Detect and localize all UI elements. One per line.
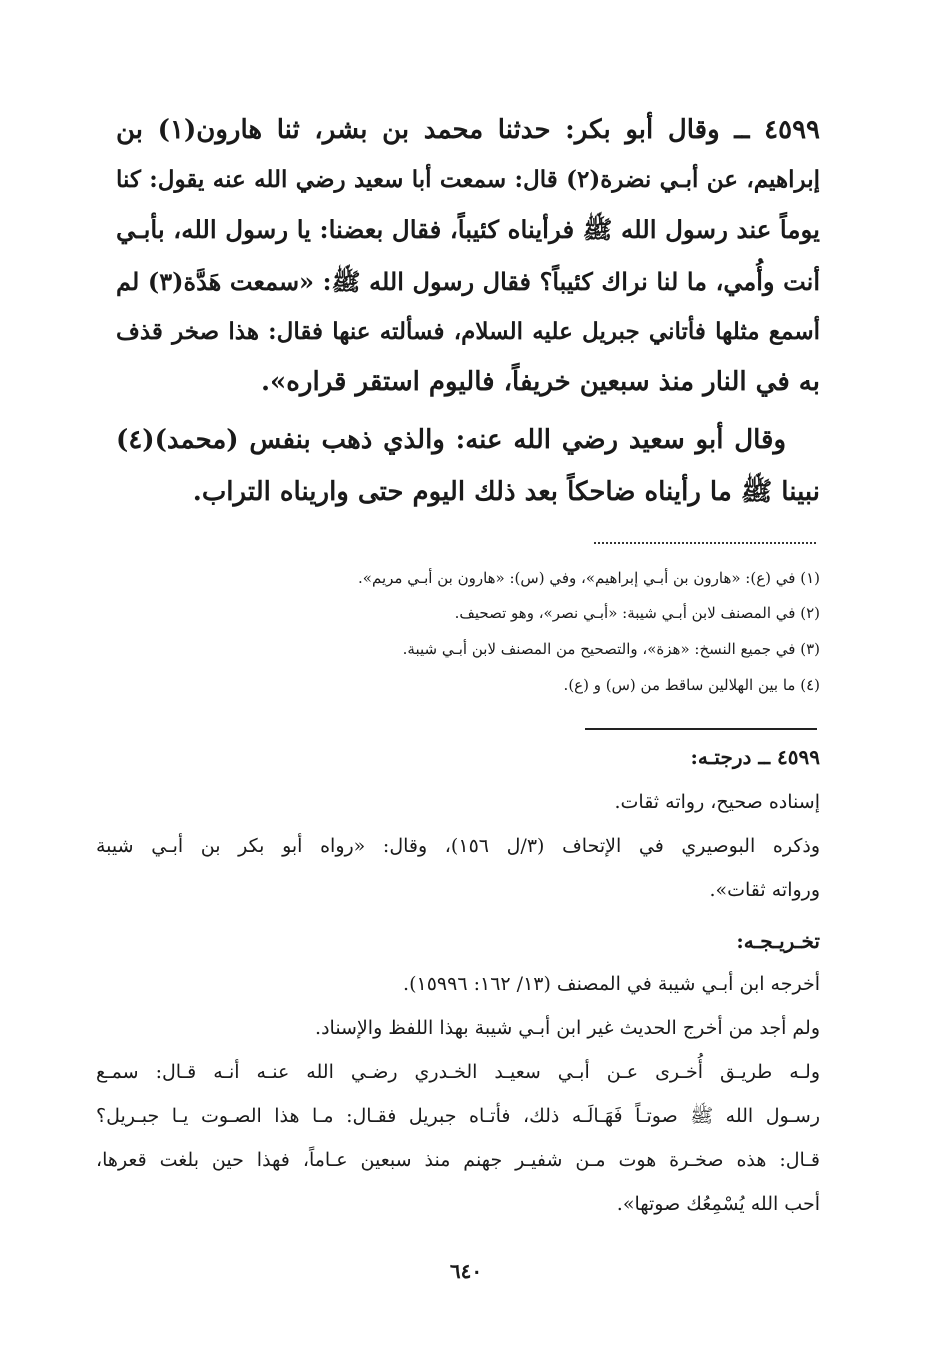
takhrij-heading: تخـريـجـه:: [736, 929, 820, 953]
takhrij-line: ولم أجد من أخرج الحديث غير ابن أبـي شيبة بهذا اللفظ والإسناد.: [315, 1017, 820, 1039]
takhrij-line: قـال: هذه صخـرة هوت مـن شفيـر جهنم منذ سبعين عـاماً، فهذا حين بلغت قعرها،: [96, 1149, 820, 1171]
page-number: ٦٤٠: [449, 1259, 483, 1283]
main-text-line: إبراهيم، عن أبـي نضرة(٢) قال: سمعت أبا سعيد رضي الله عنه يقول: كنا: [116, 166, 820, 193]
footnote-separator-dotted: [594, 542, 816, 544]
main-text-line: أنت وأُمي، ما لنا نراك كئيباً؟ فقال رسول الله ﷺ: «سمعت هَدَّة(٣) لم: [116, 267, 820, 296]
takhrij-line: أحب الله يُسْمِعُك صوتها».: [616, 1193, 820, 1215]
grading-line: ورواته ثقات».: [709, 879, 820, 901]
main-text-line: ٤٥٩٩ ــ وقال أبو بكر: حدثنا محمد بن بشر، ثنا هارون(١) بن: [116, 115, 820, 145]
main-text-line: أسمع مثلها فأتاني جبريل عليه السلام، فسألته عنها فقال: هذا صخر قذف: [116, 318, 820, 345]
footnote: (٣) في جميع النسخ: «هزة»، والتصحيح من المصنف لابن أبـي شيبة.: [402, 640, 820, 658]
footnote: (٢) في المصنف لابن أبـي شيبة: «أبـي نصر»، وهو تصحيف.: [454, 604, 820, 622]
footnote: (١) في (ع): «هارون بن أبـي إبراهيم»، وفي (س): «هارون بن أبـي مريم».: [358, 569, 820, 587]
main-text-line: وقال أبو سعيد رضي الله عنه: والذي ذهب بنفس (محمد)(٤): [116, 425, 786, 455]
main-text-line: نبينا ﷺ ما رأيناه ضاحكاً بعد ذلك اليوم حتى واريناه التراب.: [192, 477, 820, 507]
main-text-line: به في النار منذ سبعين خريفاً، فاليوم استقر قراره».: [261, 367, 820, 397]
takhrij-line: أخرجه ابن أبـي شيبة في المصنف (١٣/ ١٦٢: ١٥٩٩٦).: [403, 973, 820, 995]
section-separator: [585, 728, 817, 730]
takhrij-line: ولـه طريـق أُخـرى عـن أبـي سعيـد الخـدري رضـي الله عنـه أنـه قـال: سمـع: [96, 1061, 820, 1083]
grading-heading: ٤٥٩٩ ــ درجتـه:: [690, 745, 820, 769]
grading-line: وذكره البوصيري في الإتحاف (٣/ل ١٥٦)، وقال: «رواه أبو بكر بن أبـي شيبة: [96, 835, 821, 857]
footnote: (٤) ما بين الهلالين ساقط من (س) و (ع).: [563, 676, 820, 694]
grading-line: إسناده صحيح، رواته ثقات.: [614, 791, 820, 813]
main-text-line: يوماً عند رسول الله ﷺ فرأيناه كئيباً، فقال بعضنا: يا رسول الله، بأبـي: [116, 215, 820, 244]
takhrij-line: رسـول الله ﷺ صوتـاً فَهَـالَـه ذلك، فأتـاه جبريل فقـال: مـا هذا الصـوت يـا جبـريل؟: [96, 1105, 820, 1127]
